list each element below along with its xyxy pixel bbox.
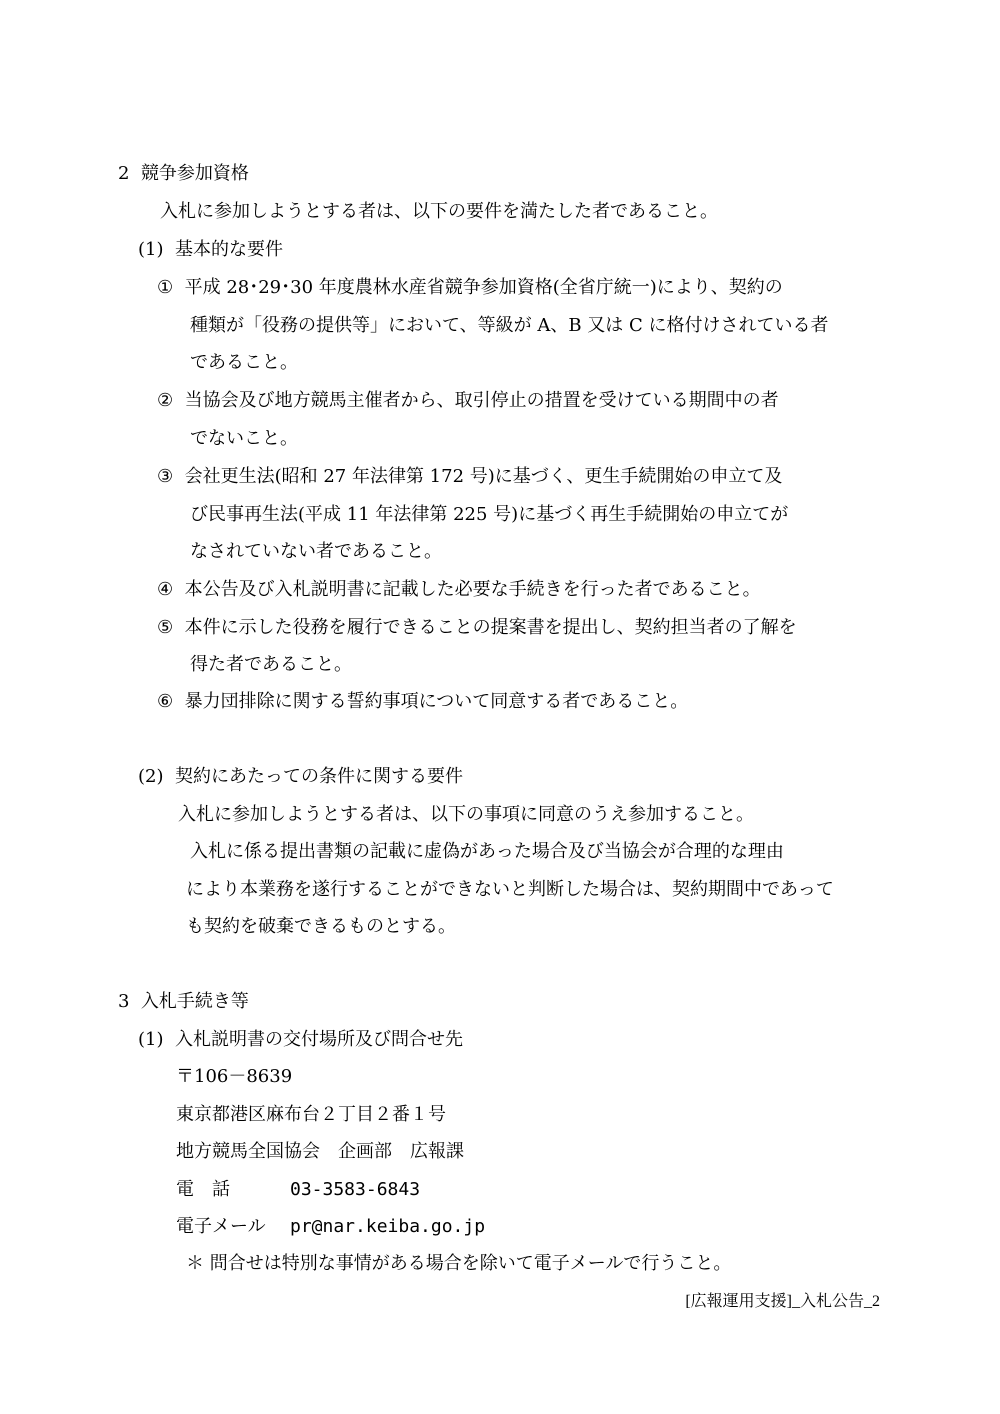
organization: 地方競馬全国協会 企画部 広報課 (176, 1141, 464, 1162)
item-1-line-1: 平成 28･29･30 年度農林水産省競争参加資格(全省庁統一)により、契約の (184, 277, 783, 298)
item-1-line-3: であること。 (190, 352, 298, 373)
email-address: pr@nar.keiba.go.jp (290, 1216, 486, 1237)
phone-label: 電 話 (176, 1179, 230, 1200)
subsection-2-2-para-line-3: も契約を破棄できるものとする。 (186, 916, 456, 937)
page-footer: [広報運用支援]_入札公告_2 (685, 1293, 880, 1310)
item-6-line-1: 暴力団排除に関する誓約事項について同意する者であること。 (184, 691, 689, 712)
subsection-2-1-number: (1) (138, 239, 164, 260)
subsection-3-1-title: 入札説明書の交付場所及び問合せ先 (174, 1029, 463, 1050)
item-4-line-1: 本公告及び入札説明書に記載した必要な手続きを行った者であること。 (184, 579, 761, 600)
list-item-1 (157, 276, 783, 300)
section-2-number: 2 (118, 163, 130, 184)
list-item-2 (157, 389, 779, 413)
section-3-number: 3 (118, 991, 130, 1012)
section-3-title: 入札手続き等 (140, 991, 249, 1012)
list-item-4 (157, 578, 761, 602)
subsection-2-2-number: (2) (138, 766, 164, 787)
subsection-3-1-heading (138, 1028, 463, 1052)
section-3-heading (118, 990, 249, 1014)
item-4-marker: ④ (157, 579, 174, 600)
subsection-2-1-title: 基本的な要件 (174, 239, 283, 260)
list-item-5 (157, 616, 797, 640)
section-2-title: 競争参加資格 (140, 163, 249, 184)
subsection-2-2-para-line-2: により本業務を遂行することができないと判断した場合は、契約期間中であって (186, 879, 834, 900)
item-5-line-1: 本件に示した役務を履行できることの提案書を提出し、契約担当者の了解を (184, 617, 797, 638)
section-2-intro: 入札に参加しようとする者は、以下の要件を満たした者であること。 (160, 201, 718, 222)
subsection-2-1-heading (138, 238, 283, 262)
item-3-line-1: 会社更生法(昭和 27 年法律第 172 号)に基づく、更生手続開始の申立て及 (184, 466, 783, 487)
address: 東京都港区麻布台２丁目２番１号 (176, 1104, 446, 1125)
item-1-line-2: 種類が「役務の提供等」において、等級が A、B 又は C に格付けされている者 (190, 315, 829, 336)
item-3-marker: ③ (157, 466, 174, 487)
section-2-heading (118, 162, 249, 186)
item-5-line-2: 得た者であること。 (190, 654, 352, 675)
item-3-line-2: び民事再生法(平成 11 年法律第 225 号)に基づく再生手続開始の申立てが (190, 504, 789, 525)
postal-code: 〒106－8639 (176, 1066, 293, 1087)
subsection-2-2-intro: 入札に参加しようとする者は、以下の事項に同意のうえ参加すること。 (178, 804, 754, 825)
item-1-marker: ① (157, 277, 174, 298)
phone-number: 03-3583-6843 (290, 1179, 421, 1200)
item-6-marker: ⑥ (157, 691, 174, 712)
item-2-line-2: でないこと。 (190, 428, 298, 449)
item-3-line-3: なされていない者であること。 (190, 541, 442, 562)
subsection-2-2-heading (138, 765, 463, 789)
list-item-3 (157, 465, 782, 489)
contact-note: ＊ 問合せは特別な事情がある場合を除いて電子メールで行うこと。 (186, 1253, 732, 1274)
item-5-marker: ⑤ (157, 617, 174, 638)
subsection-2-2-title: 契約にあたっての条件に関する要件 (174, 766, 463, 787)
email-label: 電子メール (176, 1216, 266, 1237)
item-2-line-1: 当協会及び地方競馬主催者から、取引停止の措置を受けている期間中の者 (184, 390, 779, 411)
item-2-marker: ② (157, 390, 174, 411)
subsection-2-2-para-line-1: 入札に係る提出書類の記載に虚偽があった場合及び当協会が合理的な理由 (190, 841, 784, 862)
subsection-3-1-number: (1) (138, 1029, 164, 1050)
list-item-6 (157, 690, 688, 714)
